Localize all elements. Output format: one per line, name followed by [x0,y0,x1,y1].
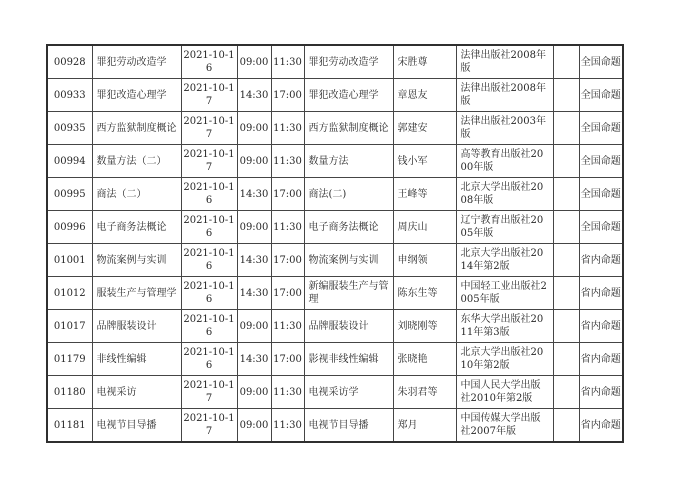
cell-course-code: 00995 [47,178,92,211]
cell-course-name: 西方监狱制度概论 [92,112,181,145]
cell-textbook-name: 商法(二) [304,178,393,211]
cell-end-time: 11:30 [271,112,304,145]
cell-blank [553,211,579,244]
cell-blank [553,409,579,443]
cell-blank [553,145,579,178]
table-row [47,211,623,244]
cell-course-code: 01179 [47,343,92,376]
cell-exam-date: 2021-10-17 [181,112,237,145]
table-row [47,409,623,443]
cell-exam-date: 2021-10-17 [181,409,237,443]
cell-course-name: 物流案例与实训 [92,244,181,277]
cell-author: 郑月 [393,409,456,443]
cell-exam-scope: 省内命题 [579,409,623,443]
cell-textbook-name: 电子商务法概论 [304,211,393,244]
cell-exam-date: 2021-10-17 [181,79,237,112]
cell-course-code: 01181 [47,409,92,443]
cell-end-time: 17:00 [271,178,304,211]
cell-course-code: 00994 [47,145,92,178]
table-row [47,145,623,178]
cell-publisher: 中国轻工业出版社2005年版 [456,277,553,310]
table-row [47,112,623,145]
cell-end-time: 17:00 [271,79,304,112]
cell-course-name: 品牌服装设计 [92,310,181,343]
cell-author: 刘晓刚等 [393,310,456,343]
cell-blank [553,244,579,277]
cell-start-time: 14:30 [237,277,271,310]
cell-blank [553,277,579,310]
cell-exam-scope: 省内命题 [579,310,623,343]
cell-publisher: 法律出版社2008年版 [456,45,553,79]
cell-course-name: 电子商务法概论 [92,211,181,244]
cell-course-code: 00928 [47,45,92,79]
cell-textbook-name: 罪犯改造心理学 [304,79,393,112]
exam-schedule-body [47,45,623,442]
cell-start-time: 14:30 [237,343,271,376]
cell-end-time: 17:00 [271,343,304,376]
cell-start-time: 09:00 [237,310,271,343]
cell-textbook-name: 新编服装生产与管理 [304,277,393,310]
cell-start-time: 14:30 [237,244,271,277]
cell-start-time: 09:00 [237,112,271,145]
cell-author: 宋胜尊 [393,45,456,79]
cell-textbook-name: 数量方法 [304,145,393,178]
cell-exam-scope: 全国命题 [579,79,623,112]
table-row [47,376,623,409]
cell-blank [553,112,579,145]
cell-course-name: 罪犯劳动改造学 [92,45,181,79]
exam-schedule-table [46,44,624,443]
cell-exam-date: 2021-10-16 [181,178,237,211]
cell-start-time: 09:00 [237,211,271,244]
cell-end-time: 17:00 [271,244,304,277]
cell-publisher: 北京大学出版社2010年第2版 [456,343,553,376]
table-row [47,343,623,376]
cell-course-name: 罪犯改造心理学 [92,79,181,112]
cell-course-name: 商法（二） [92,178,181,211]
cell-course-code: 01012 [47,277,92,310]
cell-textbook-name: 物流案例与实训 [304,244,393,277]
cell-course-code: 00933 [47,79,92,112]
cell-start-time: 14:30 [237,79,271,112]
cell-publisher: 法律出版社2003年版 [456,112,553,145]
cell-course-name: 服装生产与管理学 [92,277,181,310]
cell-publisher: 中国传媒大学出版社2007年版 [456,409,553,443]
cell-start-time: 09:00 [237,376,271,409]
cell-publisher: 北京大学出版社2008年版 [456,178,553,211]
cell-author: 王峰等 [393,178,456,211]
cell-end-time: 17:00 [271,277,304,310]
cell-end-time: 11:30 [271,45,304,79]
cell-textbook-name: 品牌服装设计 [304,310,393,343]
cell-exam-scope: 省内命题 [579,376,623,409]
cell-publisher: 北京大学出版社2014年第2版 [456,244,553,277]
cell-course-name: 数量方法（二） [92,145,181,178]
cell-publisher: 东华大学出版社2011年第3版 [456,310,553,343]
cell-publisher: 法律出版社2008年版 [456,79,553,112]
cell-course-name: 电视采访 [92,376,181,409]
cell-exam-date: 2021-10-16 [181,277,237,310]
cell-exam-scope: 省内命题 [579,244,623,277]
table-row [47,45,623,79]
table-row [47,277,623,310]
cell-textbook-name: 影视非线性编辑 [304,343,393,376]
cell-course-code: 01180 [47,376,92,409]
cell-blank [553,79,579,112]
cell-start-time: 09:00 [237,145,271,178]
cell-author: 张晓艳 [393,343,456,376]
cell-exam-scope: 省内命题 [579,343,623,376]
cell-exam-date: 2021-10-16 [181,244,237,277]
cell-author: 章恩友 [393,79,456,112]
cell-author: 郭建安 [393,112,456,145]
cell-publisher: 中国人民大学出版社2010年第2版 [456,376,553,409]
cell-course-code: 00935 [47,112,92,145]
cell-course-code: 01001 [47,244,92,277]
cell-course-name: 电视节目导播 [92,409,181,443]
cell-textbook-name: 电视采访学 [304,376,393,409]
cell-exam-date: 2021-10-16 [181,45,237,79]
cell-start-time: 09:00 [237,45,271,79]
cell-exam-date: 2021-10-17 [181,145,237,178]
cell-blank [553,310,579,343]
cell-exam-scope: 全国命题 [579,45,623,79]
cell-start-time: 14:30 [237,178,271,211]
cell-end-time: 11:30 [271,409,304,443]
cell-author: 陈东生等 [393,277,456,310]
cell-publisher: 辽宁教育出版社2005年版 [456,211,553,244]
cell-exam-date: 2021-10-16 [181,211,237,244]
cell-author: 钱小军 [393,145,456,178]
cell-blank [553,376,579,409]
cell-blank [553,343,579,376]
cell-start-time: 09:00 [237,409,271,443]
cell-exam-date: 2021-10-16 [181,343,237,376]
cell-course-code: 00996 [47,211,92,244]
cell-publisher: 高等教育出版社2000年版 [456,145,553,178]
cell-end-time: 11:30 [271,310,304,343]
cell-exam-scope: 全国命题 [579,178,623,211]
cell-exam-scope: 全国命题 [579,211,623,244]
table-row [47,79,623,112]
cell-blank [553,178,579,211]
cell-textbook-name: 西方监狱制度概论 [304,112,393,145]
cell-blank [553,45,579,79]
cell-textbook-name: 罪犯劳动改造学 [304,45,393,79]
cell-textbook-name: 电视节目导播 [304,409,393,443]
cell-author: 朱羽君等 [393,376,456,409]
cell-exam-scope: 全国命题 [579,112,623,145]
table-row [47,178,623,211]
cell-end-time: 11:30 [271,145,304,178]
cell-exam-date: 2021-10-16 [181,310,237,343]
cell-course-code: 01017 [47,310,92,343]
cell-end-time: 11:30 [271,376,304,409]
cell-author: 申纲领 [393,244,456,277]
cell-exam-scope: 全国命题 [579,145,623,178]
table-row [47,310,623,343]
cell-author: 周庆山 [393,211,456,244]
table-row [47,244,623,277]
cell-course-name: 非线性编辑 [92,343,181,376]
cell-end-time: 11:30 [271,211,304,244]
cell-exam-scope: 省内命题 [579,277,623,310]
cell-exam-date: 2021-10-17 [181,376,237,409]
